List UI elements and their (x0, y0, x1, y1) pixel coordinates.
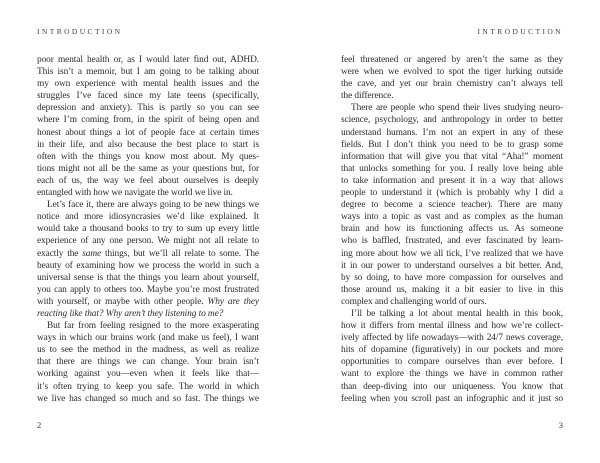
text-line: feel threatened or angered by aren’t the same as they (341, 55, 563, 65)
text-line: ways into a topic as vast and as complex as the human (341, 212, 563, 223)
text-line: that there are things we can change. Your brain isn’t (37, 357, 259, 368)
text-line: each of us, the way we feel about ourselves is deeply (37, 175, 259, 186)
text-line: beauty of examining how we process the world in such a (37, 260, 259, 271)
text-line: it’s often trying to keep you safe. The world in which (37, 381, 259, 392)
text-line: entangled with how we navigate the world we live in. (37, 188, 233, 199)
running-header-left: INTRODUCTION (37, 27, 123, 36)
text-line: where I’m coming from, in the spirit of being open and (37, 115, 259, 126)
text-line: it in our power to understand ourselves a bit better. And, (341, 260, 563, 271)
text-line: tions might not all be the same as your questions but, for (37, 163, 259, 174)
text-line: were when we evolved to spot the tiger lurking outside (341, 67, 563, 78)
text-line: fields. But I don’t think you need to be to grasp some (341, 139, 563, 150)
text-line: experience of any one person. We might not all relate to (37, 236, 259, 247)
text-line: brain and how its functioning affects us. As someone (341, 224, 563, 235)
text-line: with yourself, or maybe with other people. Why are they (37, 296, 259, 307)
text-line: people to understand it (which is probably why I did a (341, 188, 563, 199)
text-line: to take information and present it in a way that allows (341, 175, 563, 186)
page-left (37, 0, 259, 463)
text-line: There are people who spend their lives studying neuro- (351, 103, 563, 114)
text-line: information that will give you that vital “Aha!” moment (341, 151, 563, 162)
page-body-right (341, 54, 563, 405)
text-line: struggles I’ve faced since my late teens (specifically, (37, 91, 259, 102)
text-line: want to explore the things we have in common rather (341, 369, 563, 380)
page-number-right: 3 (558, 420, 563, 430)
text-line: But far from feeling resigned to the more exasperating (47, 321, 259, 332)
page-right (341, 0, 563, 463)
text-line: ively affected by life nowadays—with 24/7 news coverage, (341, 333, 563, 344)
text-line: the difference. (341, 91, 394, 102)
text-line: often with the things you know most about. My ques- (37, 151, 259, 162)
text-line: you can apply to others too. Maybe you’re most frustrated (37, 284, 259, 295)
text-line: that unlocks something for you. I really love being able (341, 163, 563, 174)
text-line: degree to become a science teacher). There are many (341, 200, 563, 211)
text-line: I’ll be talking a lot about mental health in this book, (351, 308, 563, 319)
text-line: the cave, and yet our brain chemistry can’t always tell (341, 79, 563, 90)
text-line: reacting like that? Why aren’t they listening to me? (37, 308, 224, 319)
text-line: by so doing, to have more compassion for ourselves and (341, 272, 563, 283)
running-header-right: INTRODUCTION (477, 27, 563, 36)
text-line: we live has changed so much and so fast. The things we (37, 393, 259, 404)
text-line: This isn’t a memoir, but I am going to be talking about (37, 67, 259, 78)
text-line: exactly the same things, but we’ll all relate to some. The (37, 248, 259, 259)
text-line: hits of dopamine (figuratively) in our pockets and more (341, 345, 563, 356)
text-line: science, psychology, and anthropology in order to better (341, 115, 563, 126)
text-line: notice and more idiosyncrasies we’d like explained. It (37, 212, 259, 223)
text-line: understand humans. I’m not an expert in any of these (341, 127, 563, 138)
text-line: ing more about how we all tick, I’ve realized that we have (341, 248, 563, 259)
text-line: feeling when you scroll past an infographic and it just so (341, 393, 563, 404)
text-line: my own experience with mental health issues and the (37, 79, 259, 90)
text-line: those around us, making it a bit easier to live in this (341, 284, 563, 295)
page-number-left: 2 (37, 420, 42, 430)
page-body-left (37, 54, 259, 405)
text-line: poor mental health or, as I would later find out, ADHD. (37, 55, 259, 65)
text-line: would take a thousand books to try to sum up every little (37, 224, 259, 235)
text-line: in their life, and also because the best place to start is (37, 139, 259, 150)
text-line: who is baffled, frustrated, and ever fascinated by learn- (341, 236, 563, 247)
text-line: working against you—even when it feels like that— (37, 369, 259, 380)
text-line: how it differs from mental illness and how we’re collect- (341, 321, 563, 332)
text-line: opportunities to compare ourselves than ever before. I (341, 357, 563, 368)
text-line: honest about things a lot of people face at certain times (37, 127, 259, 138)
text-line: complex and challenging world of ours. (341, 296, 487, 307)
text-line: us to see the method in the madness, as well as realize (37, 345, 259, 356)
text-line: universal sense is that the things you learn about yourself, (37, 272, 259, 283)
text-line: Let’s face it, there are always going to be new things we (47, 200, 259, 211)
text-line: depression and anxiety). This is partly so you can see (37, 103, 259, 114)
text-line: than deep-diving into our uniqueness. You know that (341, 381, 563, 392)
text-line: ways in which our brains work (and make us feel), I want (37, 333, 259, 344)
